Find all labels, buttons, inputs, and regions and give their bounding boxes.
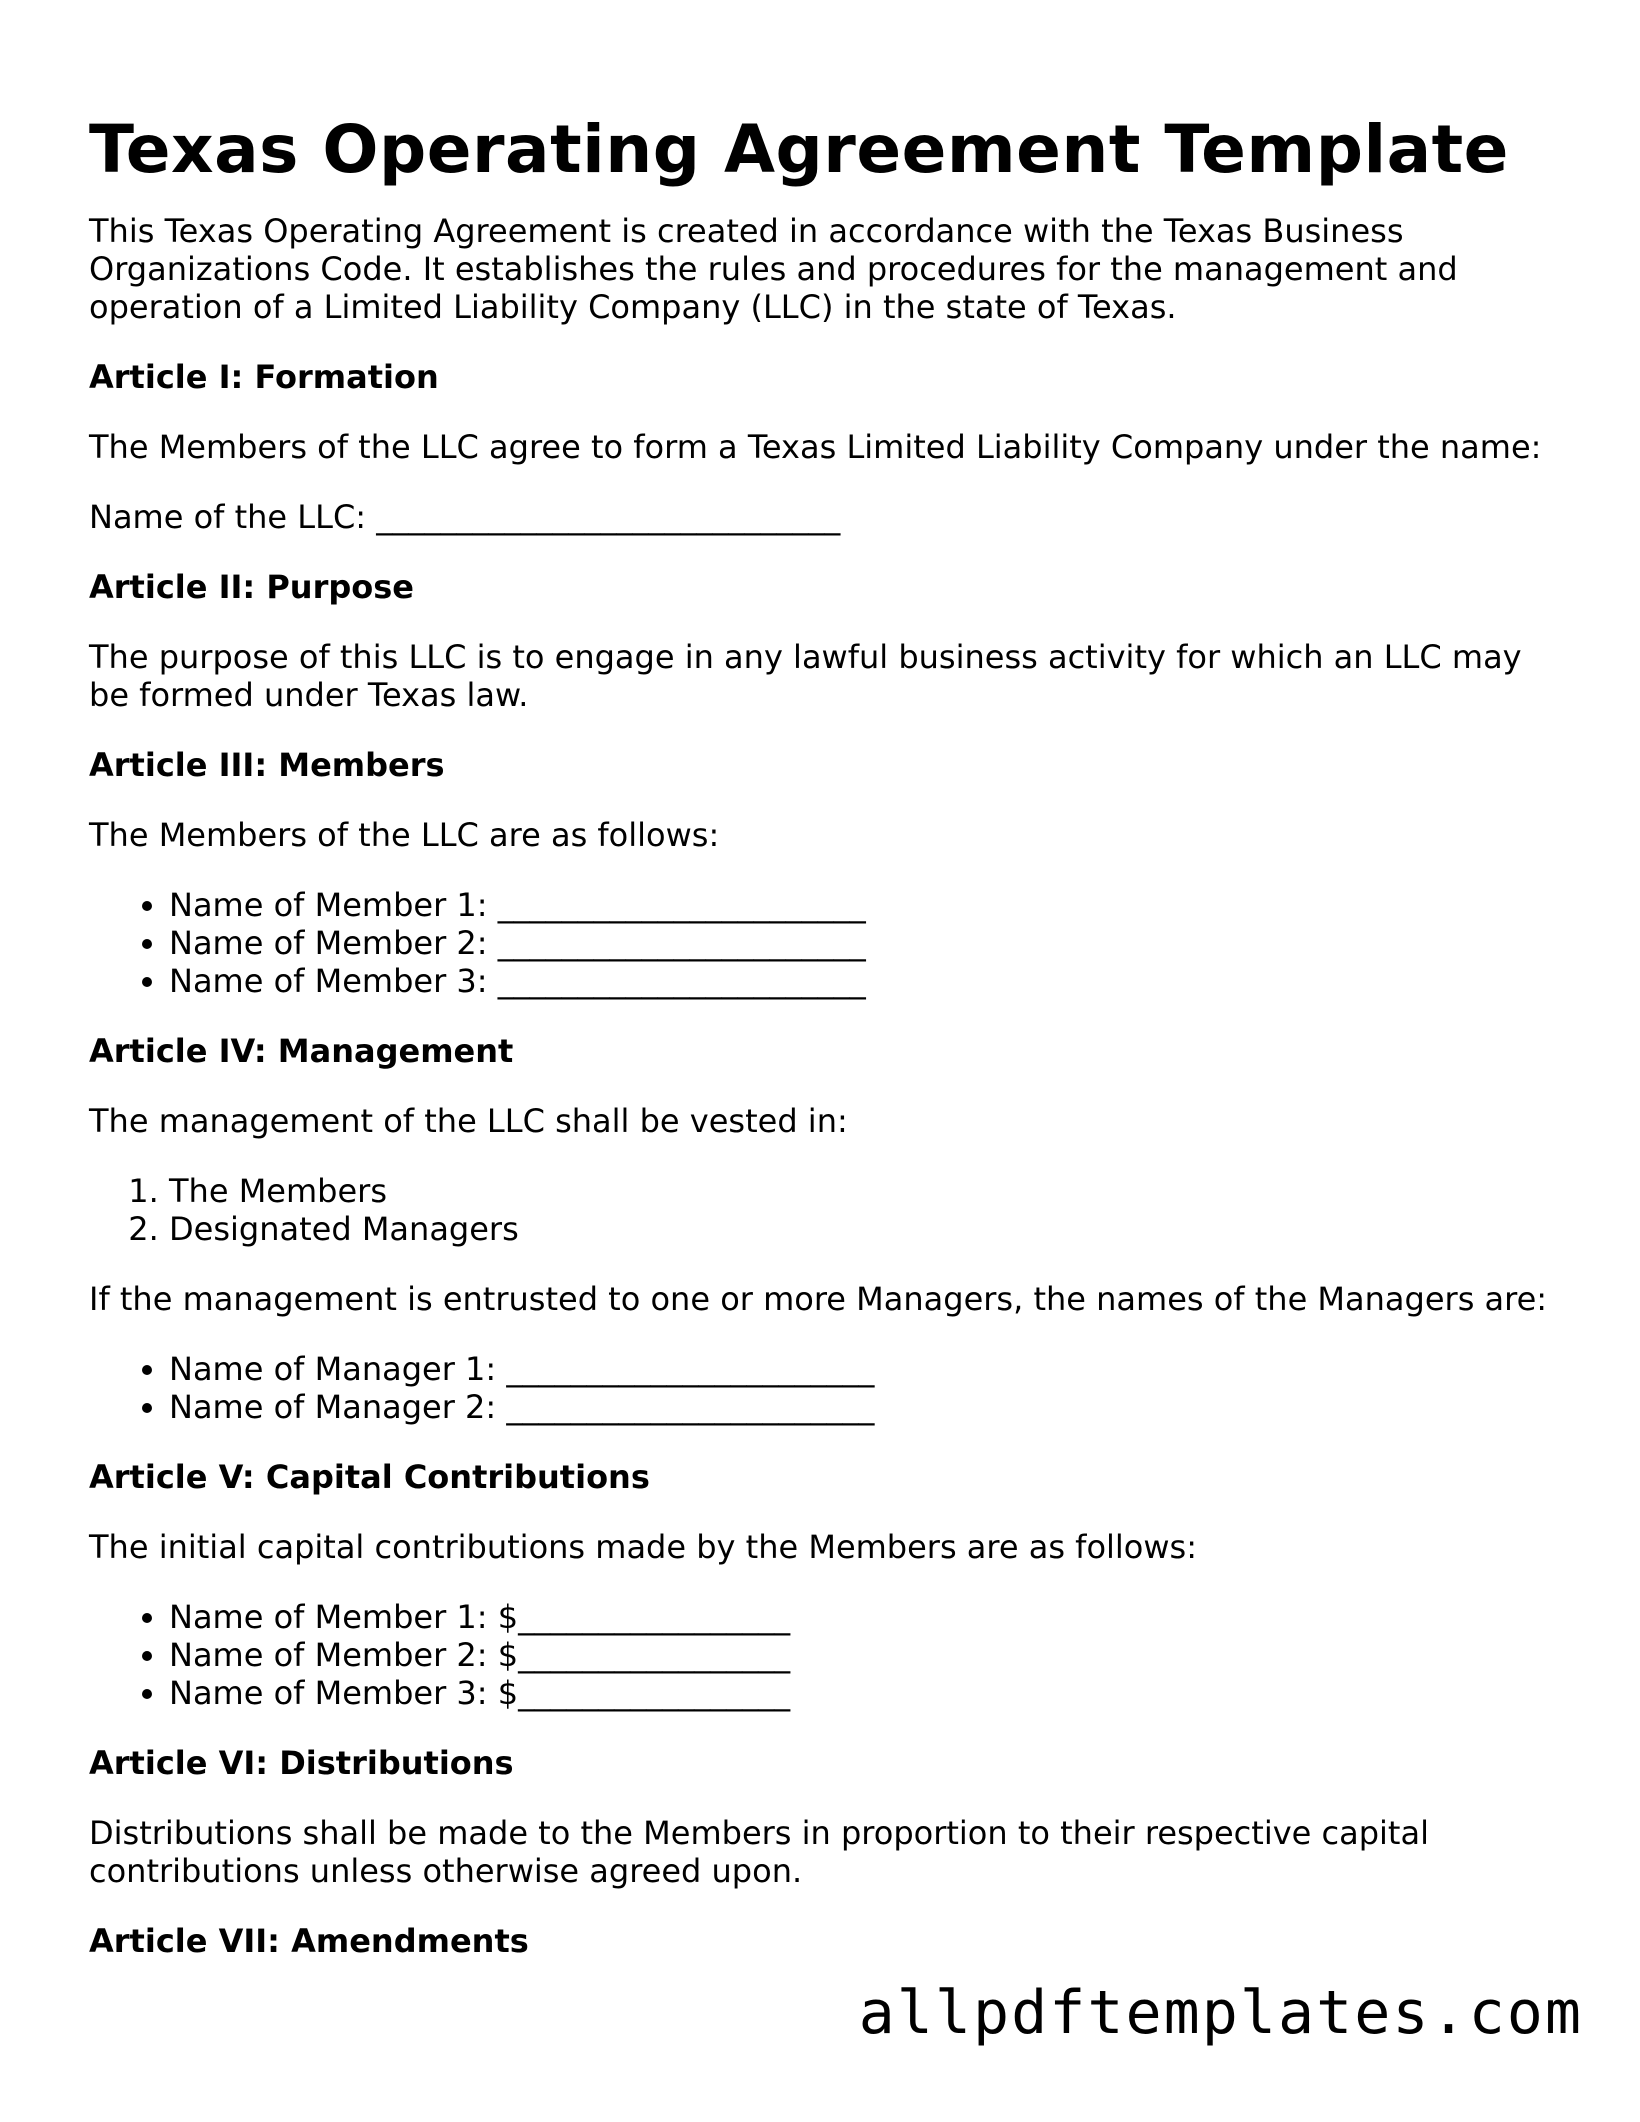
manager-2-field: • Name of Manager 2: _______________________	[169, 1388, 1569, 1426]
capital-contributions-list	[89, 1598, 1569, 1712]
article-6-text: Distributions shall be made to the Members in proportion to their respective capital contributions unless otherwise agreed upon.	[89, 1814, 1429, 1890]
member-1-field: • Name of Member 1: _______________________	[169, 886, 1569, 924]
article-5-text: The initial capital contributions made by the Members are as follows:	[89, 1528, 1197, 1566]
article-2-text: The purpose of this LLC is to engage in any lawful business activity for which an LLC may be formed under Texas law.	[89, 638, 1522, 714]
article-6-heading: Article VI: Distributions	[89, 1744, 514, 1782]
article-2-heading: Article II: Purpose	[89, 568, 414, 606]
document-title: Texas Operating Agreement Template	[89, 111, 1509, 188]
article-1-heading: Article I: Formation	[89, 358, 439, 396]
article-5-heading: Article V: Capital Contributions	[89, 1458, 650, 1496]
contribution-1-field: • Name of Member 1: $_________________	[169, 1598, 1569, 1636]
article-3-heading: Article III: Members	[89, 746, 445, 784]
manager-1-field: • Name of Manager 1: _______________________	[169, 1350, 1569, 1388]
llc-name-field: Name of the LLC: _____________________________	[89, 498, 841, 536]
management-options-list	[89, 1172, 1569, 1248]
managers-list	[89, 1350, 1569, 1426]
article-7-heading: Article VII: Amendments	[89, 1922, 529, 1960]
watermark-text: allpdftemplates.com	[858, 1978, 1583, 2048]
article-3-text: The Members of the LLC are as follows:	[89, 816, 720, 854]
article-4-heading: Article IV: Management	[89, 1032, 514, 1070]
article-4-managers-text: If the management is entrusted to one or more Managers, the names of the Managers are:	[89, 1280, 1548, 1318]
document-page	[89, 110, 1569, 1992]
management-option-members: 1. The Members	[169, 1172, 1569, 1210]
management-option-managers: 2. Designated Managers	[169, 1210, 1569, 1248]
article-1-text: The Members of the LLC agree to form a Texas Limited Liability Company under the name:	[89, 428, 1542, 466]
member-2-field: • Name of Member 2: _______________________	[169, 924, 1569, 962]
members-list	[89, 886, 1569, 1000]
member-3-field: • Name of Member 3: _______________________	[169, 962, 1569, 1000]
article-4-text: The management of the LLC shall be vested in:	[89, 1102, 848, 1140]
contribution-3-field: • Name of Member 3: $_________________	[169, 1674, 1569, 1712]
contribution-2-field: • Name of Member 2: $_________________	[169, 1636, 1569, 1674]
intro-paragraph: This Texas Operating Agreement is created in accordance with the Texas Business Organizations Code. It establishes the rules and procedures for the management and operation of a Limited Liability Company (LLC) in the state of Texas.	[89, 212, 1458, 326]
